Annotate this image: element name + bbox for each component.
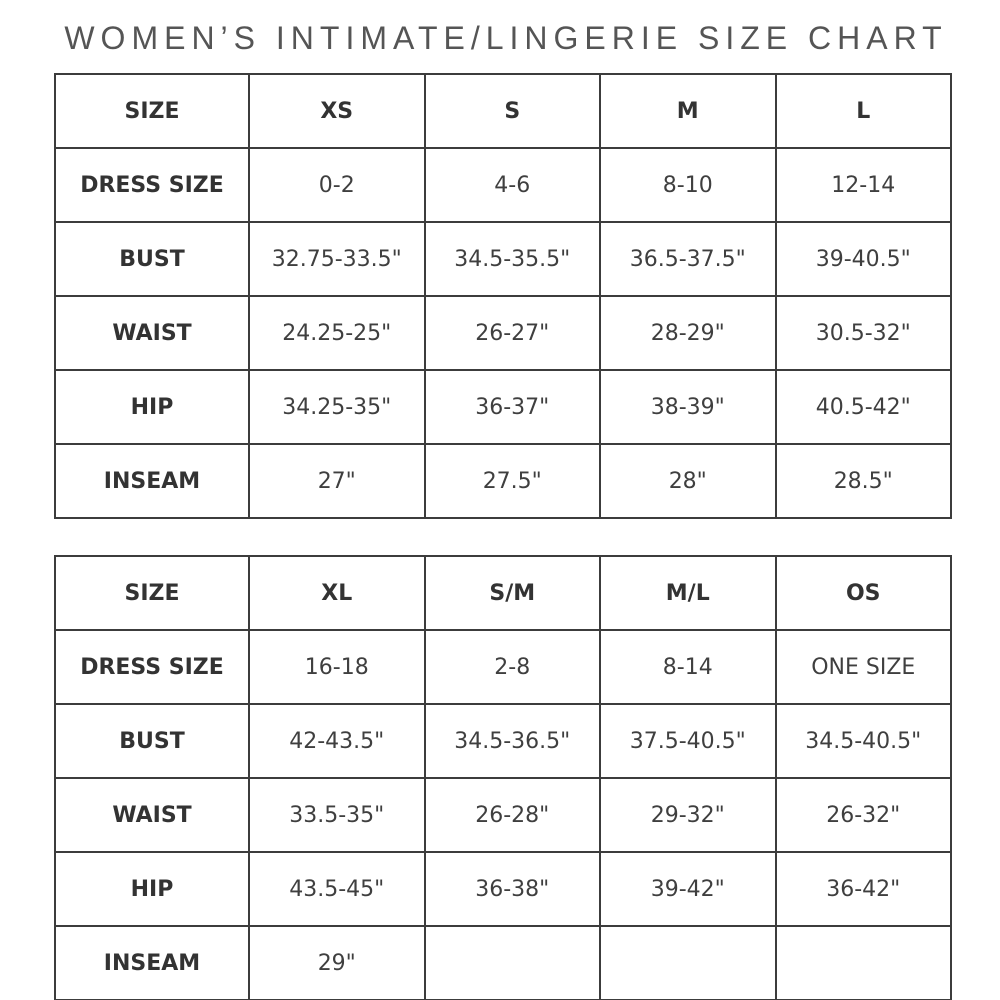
table-cell: 30.5-32" — [776, 296, 952, 370]
table-cell: 8-14 — [600, 630, 776, 704]
table-row — [55, 222, 951, 296]
table-cell: ONE SIZE — [776, 630, 952, 704]
table-cell: 37.5-40.5" — [600, 704, 776, 778]
table-cell: 36-38" — [425, 852, 601, 926]
table-row — [55, 296, 951, 370]
table-cell: 32.75-33.5" — [249, 222, 425, 296]
row-label: BUST — [55, 704, 249, 778]
table-row — [55, 630, 951, 704]
table-cell: 26-27" — [425, 296, 601, 370]
table-cell: 0-2 — [249, 148, 425, 222]
table-cell — [600, 926, 776, 1000]
table-cell: 40.5-42" — [776, 370, 952, 444]
table-cell: 36.5-37.5" — [600, 222, 776, 296]
table-header-row — [55, 556, 951, 630]
table-cell: 29" — [249, 926, 425, 1000]
size-header-cell: S — [425, 74, 601, 148]
table-cell: 34.5-36.5" — [425, 704, 601, 778]
table-cell: 27" — [249, 444, 425, 518]
table-cell: 2-8 — [425, 630, 601, 704]
table-cell: 39-42" — [600, 852, 776, 926]
table-cell: 28" — [600, 444, 776, 518]
row-label: DRESS SIZE — [55, 148, 249, 222]
table-cell — [776, 926, 952, 1000]
table-cell: 16-18 — [249, 630, 425, 704]
table-row — [55, 148, 951, 222]
row-label: SIZE — [55, 556, 249, 630]
table-cell: 38-39" — [600, 370, 776, 444]
size-header-cell: S/M — [425, 556, 601, 630]
size-header-cell: OS — [776, 556, 952, 630]
table-header-row — [55, 74, 951, 148]
size-chart-table — [54, 555, 952, 1000]
table-cell: 28.5" — [776, 444, 952, 518]
table-cell: 26-32" — [776, 778, 952, 852]
row-label: DRESS SIZE — [55, 630, 249, 704]
size-header-cell: XS — [249, 74, 425, 148]
table-cell: 27.5" — [425, 444, 601, 518]
table-cell: 36-37" — [425, 370, 601, 444]
table-cell: 34.5-40.5" — [776, 704, 952, 778]
table-cell: 26-28" — [425, 778, 601, 852]
row-label: WAIST — [55, 778, 249, 852]
page-title: WOMEN’S INTIMATE/LINGERIE SIZE CHART — [64, 20, 948, 56]
size-header-cell: M/L — [600, 556, 776, 630]
table-cell: 12-14 — [776, 148, 952, 222]
table-cell: 8-10 — [600, 148, 776, 222]
table-cell: 34.25-35" — [249, 370, 425, 444]
size-header-cell: XL — [249, 556, 425, 630]
row-label: BUST — [55, 222, 249, 296]
size-chart-table — [54, 73, 952, 519]
table-cell — [425, 926, 601, 1000]
table-cell: 24.25-25" — [249, 296, 425, 370]
size-header-cell: L — [776, 74, 952, 148]
row-label: HIP — [55, 852, 249, 926]
table-cell: 43.5-45" — [249, 852, 425, 926]
row-label: INSEAM — [55, 444, 249, 518]
table-row — [55, 444, 951, 518]
table-cell: 28-29" — [600, 296, 776, 370]
table-cell: 42-43.5" — [249, 704, 425, 778]
table-row — [55, 370, 951, 444]
table-row — [55, 852, 951, 926]
table-cell: 34.5-35.5" — [425, 222, 601, 296]
table-cell: 29-32" — [600, 778, 776, 852]
size-header-cell: M — [600, 74, 776, 148]
row-label: WAIST — [55, 296, 249, 370]
row-label: HIP — [55, 370, 249, 444]
table-cell: 39-40.5" — [776, 222, 952, 296]
row-label: SIZE — [55, 74, 249, 148]
table-cell: 33.5-35" — [249, 778, 425, 852]
table-row — [55, 778, 951, 852]
table-row — [55, 704, 951, 778]
table-row — [55, 926, 951, 1000]
row-label: INSEAM — [55, 926, 249, 1000]
table-cell: 4-6 — [425, 148, 601, 222]
table-cell: 36-42" — [776, 852, 952, 926]
